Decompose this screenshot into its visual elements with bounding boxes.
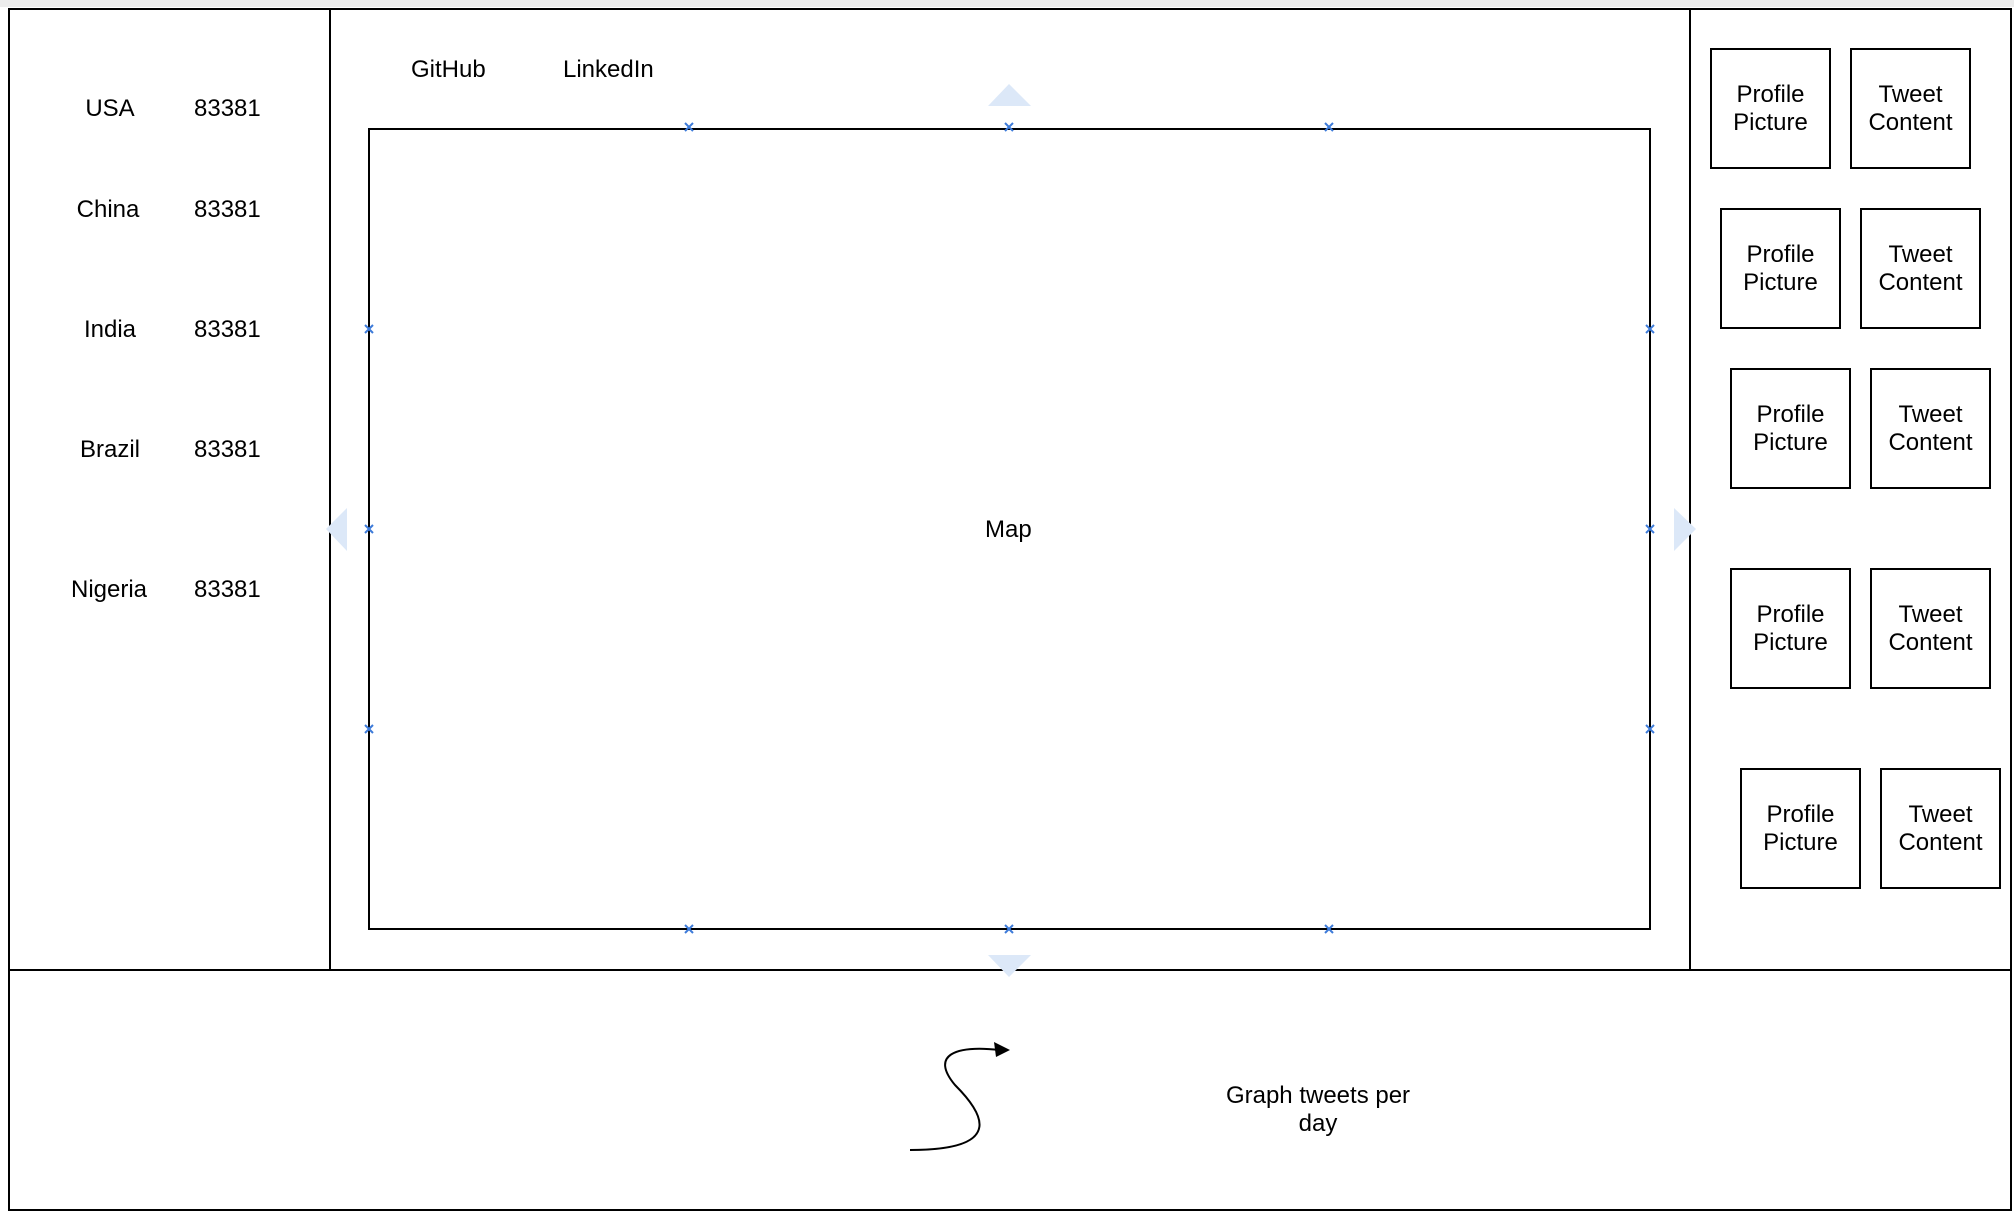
handle-bottom-2-icon[interactable] [1005,925,1013,933]
graph-arrowhead-icon [994,1042,1010,1057]
country-count-china: 83381 [194,196,261,223]
handle-left-3-icon[interactable] [365,725,373,733]
handle-left-2-icon[interactable] [365,525,373,533]
github-link[interactable]: GitHub [411,56,486,83]
country-count-usa: 83381 [194,95,261,122]
handle-left-1-icon[interactable] [365,325,373,333]
country-name-usa: USA [85,95,135,122]
tweet-content-label: Tweet Content [1888,600,1973,656]
selection-handles [365,123,1654,933]
profile-picture-label: Profile Picture [1753,600,1828,656]
profile-picture-label: Profile Picture [1763,800,1838,856]
graph-curve-icon [910,1049,1000,1150]
country-name-india: India [83,316,137,343]
handle-top-1-icon[interactable] [685,123,693,131]
handle-right-3-icon[interactable] [1646,725,1654,733]
handle-right-1-icon[interactable] [1646,325,1654,333]
tweet-content-label: Tweet Content [1868,80,1953,136]
handle-right-2-icon[interactable] [1646,525,1654,533]
hover-arrow-up-icon[interactable] [988,84,1031,106]
country-name-china: China [76,196,140,223]
hover-arrow-left-icon[interactable] [326,508,347,551]
tweet-content-label: Tweet Content [1878,240,1963,296]
country-count-brazil: 83381 [194,436,261,463]
hover-arrow-down-icon[interactable] [988,955,1031,977]
tweet-content-label: Tweet Content [1898,800,1983,856]
handle-top-3-icon[interactable] [1325,123,1333,131]
handle-bottom-3-icon[interactable] [1325,925,1333,933]
hover-arrow-right-icon[interactable] [1674,508,1696,551]
graph-label-line1: Graph tweets per [1225,1082,1411,1109]
country-count-nigeria: 83381 [194,576,261,603]
handle-bottom-1-icon[interactable] [685,925,693,933]
linkedin-link[interactable]: LinkedIn [563,56,654,83]
profile-picture-label: Profile Picture [1753,400,1828,456]
country-count-india: 83381 [194,316,261,343]
country-name-brazil: Brazil [79,436,140,463]
map-label: Map [985,516,1032,543]
graph-label-line2: day [1298,1110,1338,1137]
country-name-nigeria: Nigeria [70,576,148,603]
profile-picture-label: Profile Picture [1733,80,1808,136]
profile-picture-label: Profile Picture [1743,240,1818,296]
tweet-content-label: Tweet Content [1888,400,1973,456]
handle-top-2-icon[interactable] [1005,123,1013,131]
